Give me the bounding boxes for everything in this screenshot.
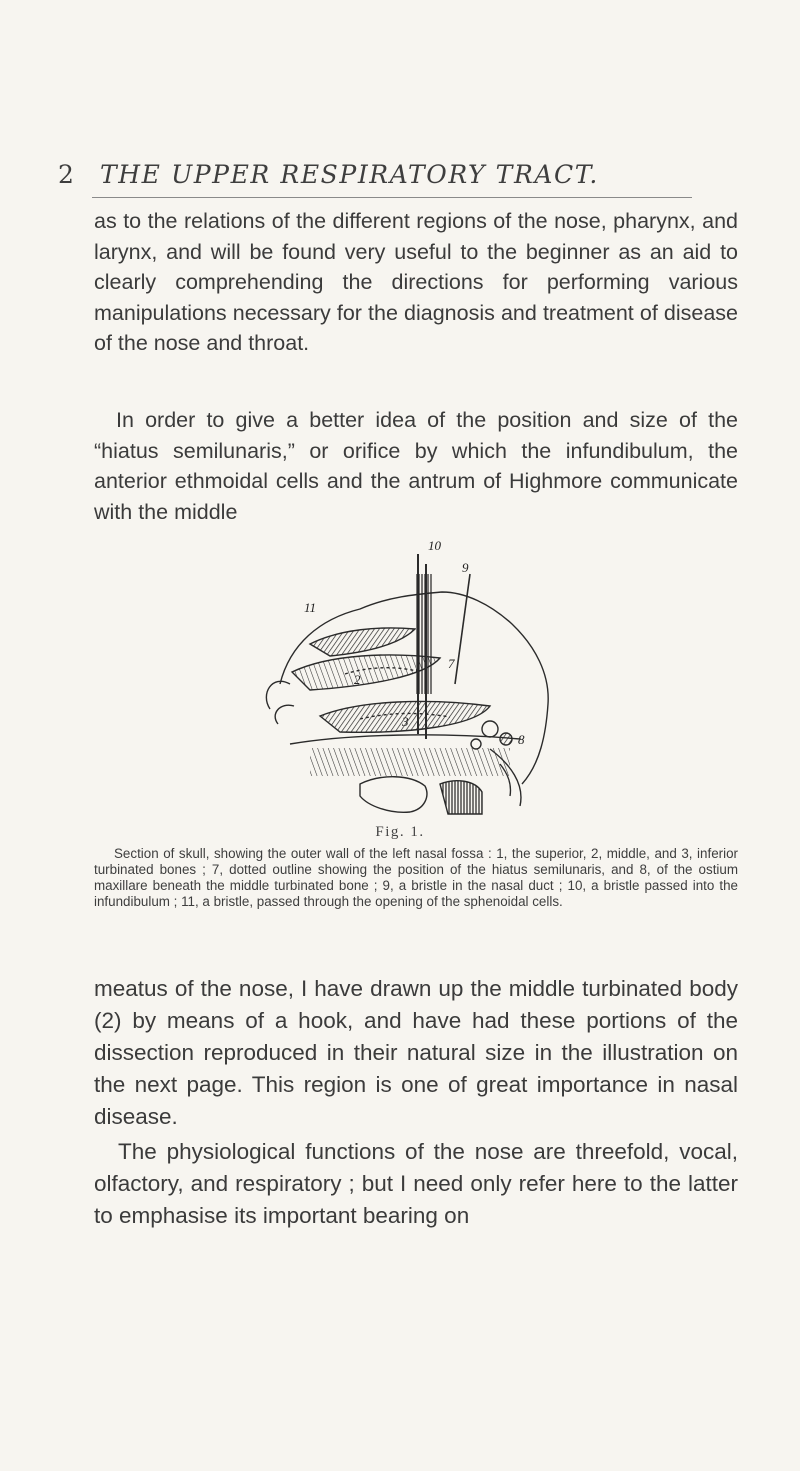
paragraph-4: The physiological functions of the nose are threefold, vocal, olfactory, and respiratory ; but I need only refer here to the latter to emphasise its important bearing on: [94, 1139, 738, 1228]
figure-label-11: 11: [304, 600, 317, 615]
figure-caption: Section of skull, showing the outer wall of the left nasal fossa : 1, the superior, 2, middle, and 3, inferior turbinated bones ; 7, dotted outline showing the position of the hiatus semilunaris, and 8, of the ostium maxillare beneath the middle turbinated bone ; 9, a bristle in the nasal duct ; 10, a bristle passed into the infundibulum ; 11, a bristle, passed through the opening of the sphenoidal cells.: [94, 846, 738, 909]
header-rule: [92, 197, 692, 198]
figure-label-7: 7: [448, 656, 455, 671]
running-title: THE UPPER RESPIRATORY TRACT.: [100, 160, 599, 189]
page-number: 2: [58, 160, 76, 189]
paragraph-3: meatus of the nose, I have drawn up the middle turbinated body (2) by means of a hook, and have had these portions of the dissection reproduced in their natural size in the illustration on the next page. This region is one of great importance in nasal disease.: [94, 976, 738, 1129]
skull-section-illustration: [250, 534, 570, 824]
paragraph-1: as to the relations of the different regions of the nose, pharynx, and larynx, and will be found very useful to the beginner as an aid to clearly comprehending the directions for performing various manipulations necessary for the diagnosis and treatment of disease of the nose and throat.: [94, 209, 738, 355]
figure-label-9: 9: [462, 560, 469, 575]
figure-label-10: 10: [428, 538, 441, 553]
paragraph-2: In order to give a better idea of the position and size of the “hiatus semilunaris,” or orifice by which the infundibulum, the anterior ethmoidal cells and the antrum of Highmore communicate with the middle: [94, 408, 738, 524]
figure-number: Fig. 1.: [375, 824, 425, 840]
engraving: [250, 534, 570, 824]
figure-label-3: 3: [402, 714, 409, 729]
figure-label-8: 8: [518, 732, 525, 747]
figure-label-2: 2: [354, 672, 361, 687]
